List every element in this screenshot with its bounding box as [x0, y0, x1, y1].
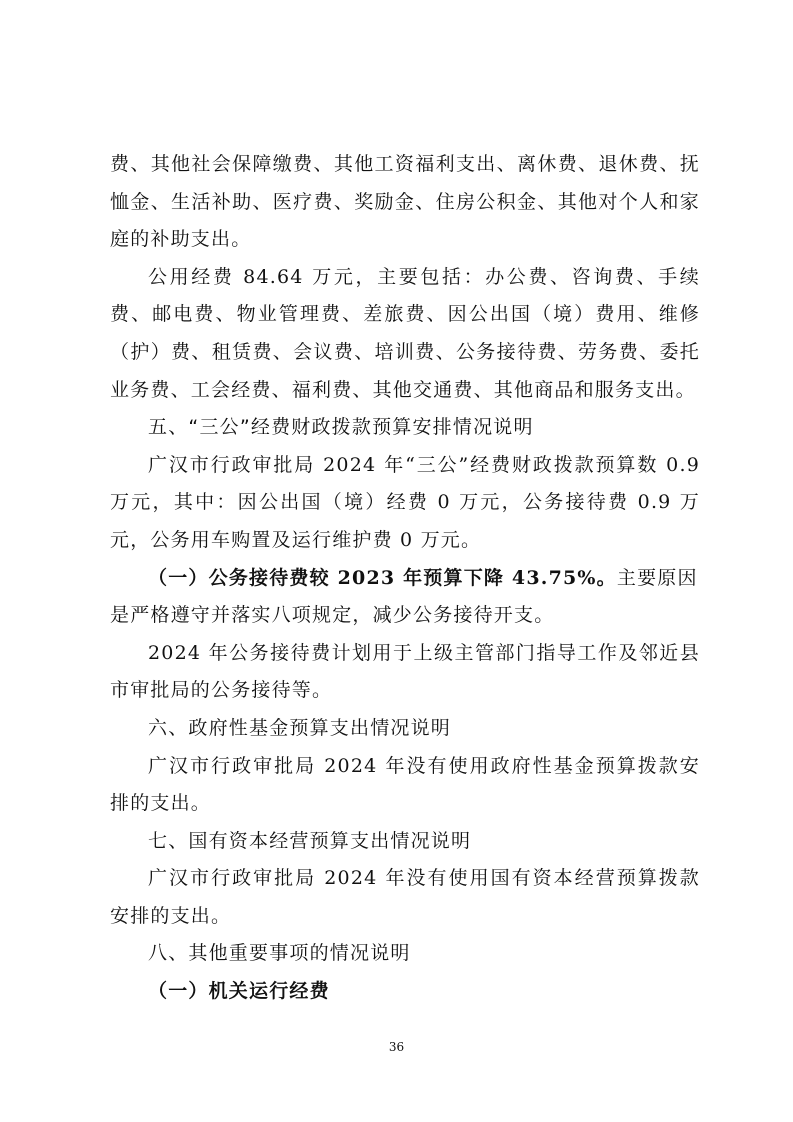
subsection-reception	[110, 560, 700, 635]
subsection-operating-expense: （一）机关运行经费	[148, 980, 330, 1003]
section-heading-6: 六、政府性基金预算支出情况说明	[148, 716, 452, 739]
subsection-reception-text: 主要原因是严格遵守并落实八项规定，减少公务接待开支。	[110, 566, 698, 627]
section-heading-8: 八、其他重要事项的情况说明	[148, 942, 411, 965]
paragraph-sangong: 广汉市行政审批局 2024 年“三公”经费财政拨款预算数 0.9 万元，其中：因公出国（境）经费 0 万元，公务接待费 0.9 万元，公务用车购置及运行维护费 0 万元。	[110, 453, 700, 551]
subsection-reception-title: （一）公务接待费较 2023 年预算下降 43.75%。	[148, 566, 617, 589]
section-heading-5: 五、“三公”经费财政拨款预算安排情况说明	[148, 416, 534, 439]
paragraph-capital: 广汉市行政审批局 2024 年没有使用国有资本经营预算拨款安排的支出。	[110, 867, 700, 927]
paragraph-continuation: 费、其他社会保障缴费、其他工资福利支出、离休费、退休费、抚恤金、生活补助、医疗费、奖励金、住房公积金、其他对个人和家庭的补助支出。	[110, 153, 700, 251]
paragraph-fund: 广汉市行政审批局 2024 年没有使用政府性基金预算拨款安排的支出。	[110, 754, 700, 815]
paragraph-plan: 2024 年公务接待费计划用于上级主管部门指导工作及邻近县市审批局的公务接待等。	[110, 641, 700, 702]
document-body	[110, 146, 700, 1011]
paragraph-public-expense: 公用经费 84.64 万元，主要包括：办公费、咨询费、手续费、邮电费、物业管理费、差旅费、因公出国（境）费用、维修（护）费、租赁费、会议费、培训费、公务接待费、劳务费、委托业务费、工会经费、福利费、其他交通费、其他商品和服务支出。	[110, 265, 700, 401]
page-number: 36	[388, 1040, 405, 1054]
section-heading-7: 七、国有资本经营预算支出情况说明	[148, 829, 472, 852]
